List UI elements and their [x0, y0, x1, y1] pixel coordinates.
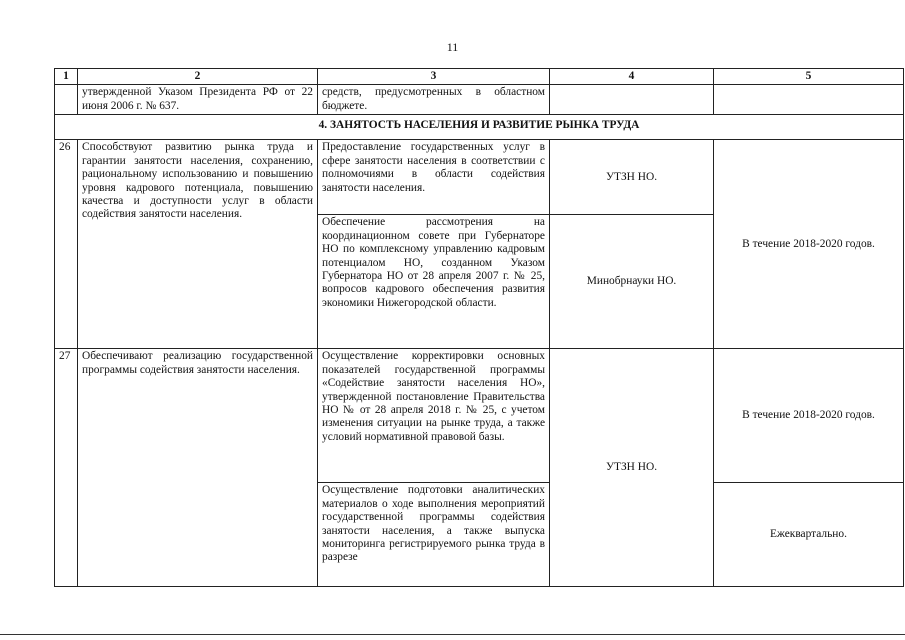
responsible-cell: УТЗН НО.: [550, 140, 714, 215]
row-number: 27: [55, 349, 78, 587]
action-cell: Осуществление корректировки основных показателей государственной программы «Содействие занятости населения НО», утвержденной постановление Правительства НО № от 28 апреля 2018 г. № 25, с учетом изменения ситуации на рынке труда, а также условий нормативной правовой базы.: [318, 349, 550, 483]
action-cell: Обеспечение рассмотрения на координационном совете при Губернаторе НО по комплексному управлению кадровым потенциалом НО, созданном Указом Губернатора НО от 28 апреля 2007 г. № 25, вопросов кадрового обеспечения развития экономики Нижегородской области.: [318, 215, 550, 349]
continuation-row: [55, 85, 904, 115]
table-row: [55, 349, 904, 483]
task-cell: Обеспечивают реализацию государственной программы содействия занятости населения.: [78, 349, 318, 587]
term-cell: В течение 2018-2020 годов.: [714, 140, 904, 349]
section-title: 4. ЗАНЯТОСТЬ НАСЕЛЕНИЯ И РАЗВИТИЕ РЫНКА ТРУДА: [55, 115, 904, 140]
section-row: [55, 115, 904, 140]
page-bottom-rule: [0, 634, 905, 635]
responsible-cell: Минобрнауки НО.: [550, 215, 714, 349]
continuation-responsible: [550, 85, 714, 115]
page-number: 11: [446, 40, 459, 54]
header-col-2: 2: [78, 69, 318, 85]
responsible-cell: УТЗН НО.: [550, 349, 714, 587]
table-row: [55, 140, 904, 215]
header-row: [55, 69, 904, 85]
continuation-action: средств, предусмотренных в областном бюджете.: [318, 85, 550, 115]
header-col-5: 5: [714, 69, 904, 85]
continuation-task: утвержденной Указом Президента РФ от 22 июня 2006 г. № 637.: [78, 85, 318, 115]
header-col-1: 1: [55, 69, 78, 85]
plan-table: [54, 68, 904, 587]
header-col-4: 4: [550, 69, 714, 85]
continuation-num: [55, 85, 78, 115]
task-cell: Способствуют развитию рынка труда и гарантии занятости населения, сохранению, рациональному использованию и повышению уровня кадрового потенциала, повышению качества и доступности услуг в области содействия занятости населения.: [78, 140, 318, 349]
row-number: 26: [55, 140, 78, 349]
action-cell: Предоставление государственных услуг в сфере занятости населения в соответствии с полномочиями в области содействия занятости населения.: [318, 140, 550, 215]
term-cell: В течение 2018-2020 годов.: [714, 349, 904, 483]
term-cell: Ежеквартально.: [714, 483, 904, 587]
header-col-3: 3: [318, 69, 550, 85]
continuation-term: [714, 85, 904, 115]
action-cell: Осуществление подготовки аналитических материалов о ходе выполнения мероприятий государственной программы содействия занятости населения, а также выпуска мониторинга регистрируемого рынка труда в разрезе: [318, 483, 550, 587]
